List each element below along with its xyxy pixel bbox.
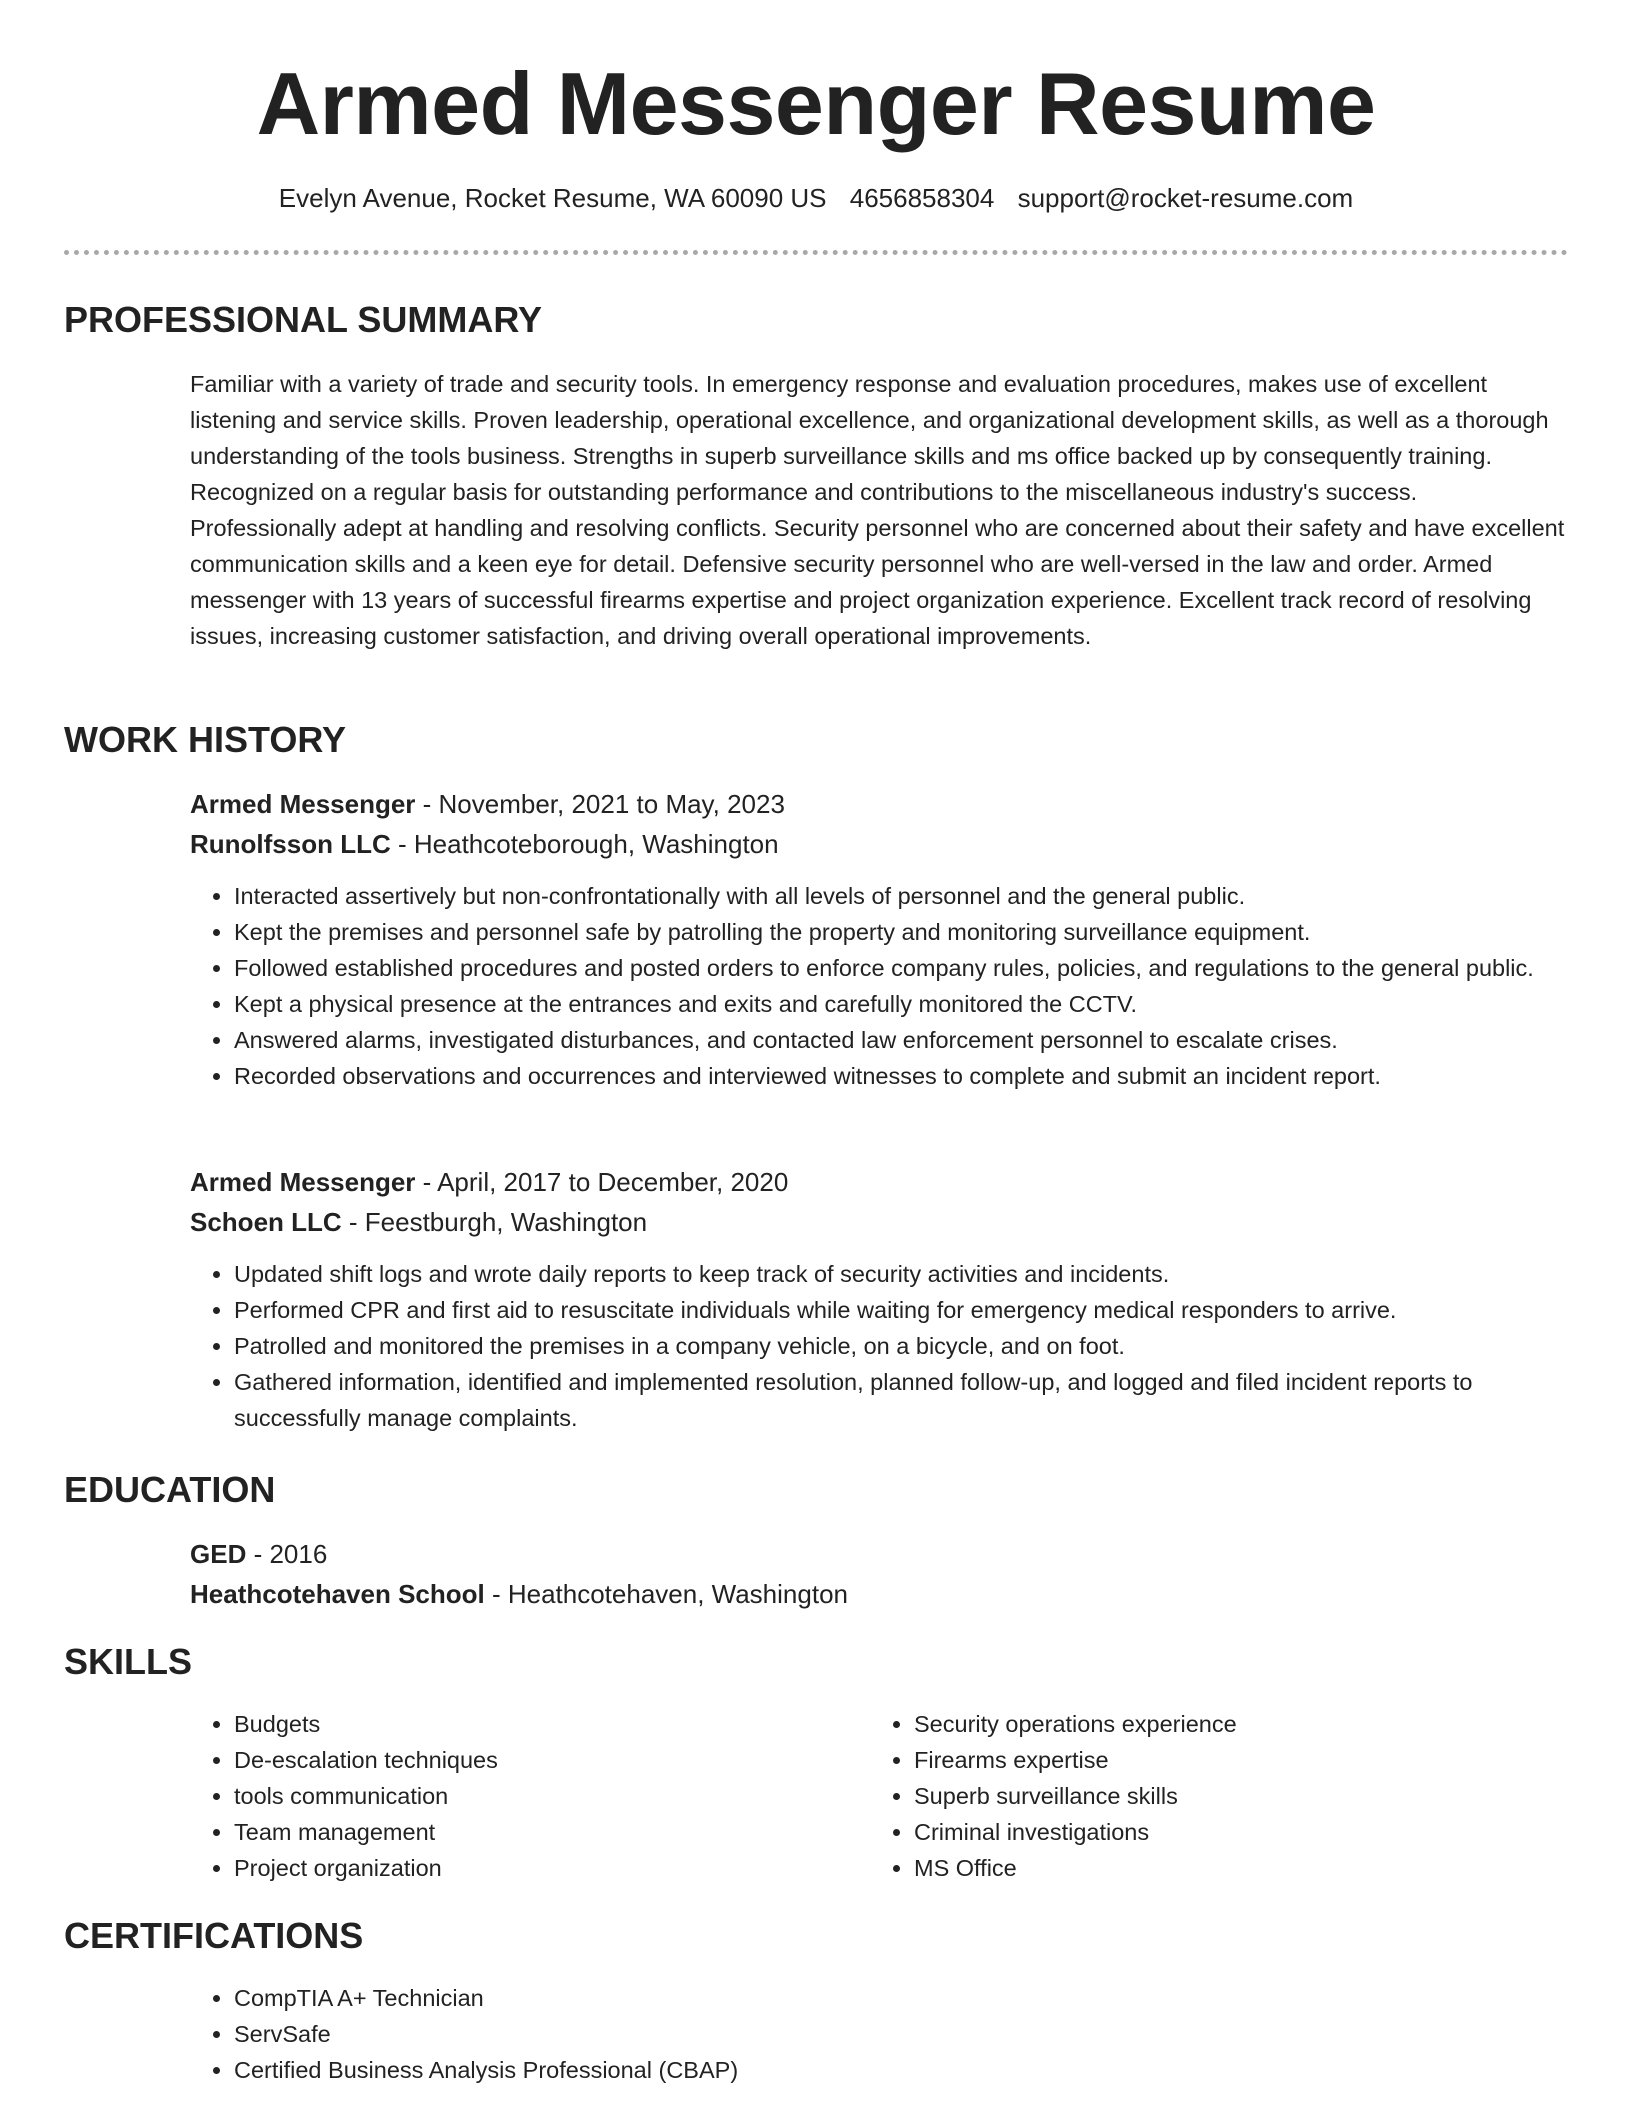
job-company: Schoen LLC xyxy=(190,1207,342,1237)
contact-address: Evelyn Avenue, Rocket Resume, WA 60090 US xyxy=(278,183,827,213)
skill-item: • De-escalation techniques xyxy=(234,1742,830,1778)
job-company-line xyxy=(190,824,1568,864)
skills-column-left xyxy=(190,1706,830,1886)
work-history-heading: WORK HISTORY xyxy=(64,719,347,760)
education-year: - 2016 xyxy=(246,1539,328,1569)
job-title-line xyxy=(190,1162,1568,1202)
job-bullets xyxy=(190,1256,1568,1436)
skill-item: • Criminal investigations xyxy=(914,1814,1510,1850)
skills-heading: SKILLS xyxy=(64,1641,193,1682)
job-bullet: • Recorded observations and occurrences and interviewed witnesses to complete and submit an incident report. xyxy=(234,1058,1568,1094)
job-title: Armed Messenger xyxy=(190,789,416,819)
job-bullet: • Gathered information, identified and implemented resolution, planned follow-up, and logged and filed incident reports to successfully manage complaints. xyxy=(234,1364,1568,1436)
certification-item: • Certified Business Analysis Professional (CBAP) xyxy=(234,2052,1568,2088)
skill-item: • Firearms expertise xyxy=(914,1742,1510,1778)
certifications-block xyxy=(190,1980,1568,2088)
job-bullet: • Kept the premises and personnel safe by patrolling the property and monitoring surveillance equipment. xyxy=(234,914,1568,950)
job-title-line xyxy=(190,784,1568,824)
contact-line xyxy=(0,180,1632,216)
skill-item: • Budgets xyxy=(234,1706,830,1742)
job-entry xyxy=(190,784,1568,1094)
job-bullet: • Updated shift logs and wrote daily reports to keep track of security activities and incidents. xyxy=(234,1256,1568,1292)
certification-item: • CompTIA A+ Technician xyxy=(234,1980,1568,2016)
job-location: - Heathcoteborough, Washington xyxy=(390,829,779,859)
header-divider xyxy=(64,250,1568,255)
education-heading: EDUCATION xyxy=(64,1469,276,1510)
job-dates: - April, 2017 to December, 2020 xyxy=(415,1167,789,1197)
education-school: Heathcotehaven School xyxy=(190,1579,485,1609)
skills-list xyxy=(870,1706,1510,1886)
certifications-list xyxy=(190,1980,1568,2088)
skill-item: • Security operations experience xyxy=(914,1706,1510,1742)
education-degree: GED xyxy=(190,1539,247,1569)
job-entry xyxy=(190,1162,1568,1436)
job-company-line xyxy=(190,1202,1568,1242)
certification-item: • ServSafe xyxy=(234,2016,1568,2052)
skill-item: • MS Office xyxy=(914,1850,1510,1886)
contact-email: support@rocket-resume.com xyxy=(1017,183,1354,213)
job-dates: - November, 2021 to May, 2023 xyxy=(415,789,785,819)
education-degree-line xyxy=(190,1534,1568,1574)
job-bullets xyxy=(190,878,1568,1094)
job-company: Runolfsson LLC xyxy=(190,829,391,859)
education-entry xyxy=(190,1534,1568,1614)
job-bullet: • Performed CPR and first aid to resuscitate individuals while waiting for emergency medical responders to arrive. xyxy=(234,1292,1568,1328)
skills-column-right xyxy=(870,1706,1510,1886)
job-bullet: • Kept a physical presence at the entrances and exits and carefully monitored the CCTV. xyxy=(234,986,1568,1022)
certifications-heading: CERTIFICATIONS xyxy=(64,1915,364,1956)
contact-phone: 4656858304 xyxy=(849,183,995,213)
skills-list xyxy=(190,1706,830,1886)
job-bullet: • Patrolled and monitored the premises in a company vehicle, on a bicycle, and on foot. xyxy=(234,1328,1568,1364)
summary-heading: PROFESSIONAL SUMMARY xyxy=(64,299,543,340)
skill-item: • Team management xyxy=(234,1814,830,1850)
education-location: - Heathcotehaven, Washington xyxy=(484,1579,848,1609)
job-location: - Feestburgh, Washington xyxy=(341,1207,648,1237)
skill-item: • tools communication xyxy=(234,1778,830,1814)
education-school-line xyxy=(190,1574,1568,1614)
job-title: Armed Messenger xyxy=(190,1167,416,1197)
skill-item: • Superb surveillance skills xyxy=(914,1778,1510,1814)
job-bullet: • Interacted assertively but non-confrontationally with all levels of personnel and the general public. xyxy=(234,878,1568,914)
resume-title: Armed Messenger Resume xyxy=(256,54,1376,153)
summary-text: Familiar with a variety of trade and security tools. In emergency response and evaluation procedures, makes use of excellent listening and service skills. Proven leadership, operational excellence, and organizational development skills, as well as a thorough understanding of the tools business. Strengths in superb surveillance skills and ms office backed up by consequently training. Recognized on a regular basis for outstanding performance and contributions to the miscellaneous industry's success. Professionally adept at handling and resolving conflicts. Security personnel who are concerned about their safety and have excellent communication skills and a keen eye for detail. Defensive security personnel who are well-versed in the law and order. Armed messenger with 13 years of successful firearms expertise and project organization experience. Excellent track record of resolving issues, increasing customer satisfaction, and driving overall operational improvements. xyxy=(190,371,1565,649)
job-bullet: • Answered alarms, investigated disturbances, and contacted law enforcement personnel to escalate crises. xyxy=(234,1022,1568,1058)
skill-item: • Project organization xyxy=(234,1850,830,1886)
job-bullet: • Followed established procedures and posted orders to enforce company rules, policies, and regulations to the general public. xyxy=(234,950,1568,986)
